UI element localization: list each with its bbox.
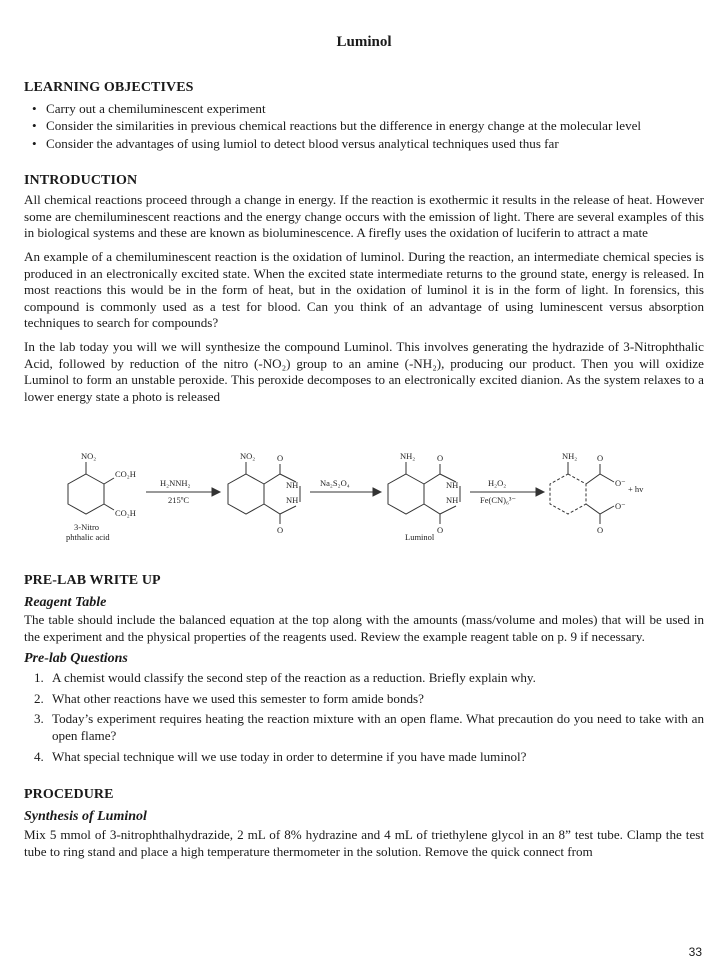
label-nh: NH: [286, 495, 299, 505]
label-reagent: Fe(CN)₆³⁻: [480, 495, 516, 505]
question-number: 4.: [34, 748, 44, 764]
prelab-questions-heading: Pre-lab Questions: [24, 651, 128, 667]
label-nh: NH: [446, 495, 459, 505]
intro-paragraph-3: In the lab today you will we will synthesize the compound Luminol. This involves generating the hydrazide of 3-Nitrophthalic Acid, followed by reduction of the nitro (-NO₂) group to an amine (-NH₂), producing our product. Then you will oxidize Luminol to form an unstable peroxide. This peroxide decomposes to an electronically excited dianion. As the system relaxes to a lower energy state a photo is released: [24, 338, 704, 404]
question-number: 2.: [34, 690, 44, 706]
page-number: 33: [688, 945, 702, 959]
intro-paragraph-1: All chemical reactions proceed through a change in energy. If the reaction is exothermic it results in the release of heat. However some are chemiluminescent reactions and the energy change occurs with the emission of light. There are several examples of this in biological systems and these are known as bioluminescence. A firefly uses the oxidation of luciferin to attract a mate: [24, 192, 704, 241]
label-condition: 215ºC: [168, 495, 190, 505]
list-item: • Consider the similarities in previous chemical reactions but the difference in energy change at the molecular level: [24, 117, 704, 134]
list-item: [24, 749, 704, 766]
benzene-ring-3: [388, 474, 424, 514]
list-item: • Carry out a chemiluminescent experiment: [24, 100, 704, 117]
list-item: [24, 711, 704, 744]
procedure-heading: PROCEDURE: [24, 787, 114, 803]
label-nh: NH: [286, 480, 299, 490]
list-item: [24, 691, 704, 708]
label-reagent: H₂O₂: [488, 478, 507, 488]
label-o-minus: O⁻: [615, 478, 626, 488]
label-no2: NO₂: [240, 452, 256, 461]
question-number: 1.: [34, 670, 44, 686]
label-co2h: CO₂H: [115, 469, 136, 479]
label-o: O: [437, 453, 444, 463]
benzene-ring-2: [228, 474, 264, 514]
label-compound-name: Luminol: [405, 532, 435, 542]
objectives-list: [24, 100, 704, 152]
procedure-text: Mix 5 mmol of 3-nitrophthalhydrazide, 2 mL of 8% hydrazine and 4 mL of triethylene glycol in an 8” test tube. Clamp the test tube to ring stand and place a high temperature thermometer in the solution. Remove the quick connect from: [24, 827, 704, 859]
question-text: What special technique will we use today in order to determine if you have made luminol?: [52, 748, 527, 764]
prelab-heading: PRE-LAB WRITE UP: [24, 573, 161, 588]
label-reagent: Na₂S₂O₄: [320, 478, 350, 488]
label-nh2: NH₂: [562, 452, 578, 461]
benzene-ring-1: [68, 474, 104, 514]
label-co2h: CO₂H: [115, 508, 136, 518]
synthesis-heading: Synthesis of Luminol: [24, 809, 147, 825]
label-nh: NH: [446, 480, 459, 490]
reagent-table-heading: Reagent Table: [24, 595, 107, 610]
label-nh2: NH₂: [400, 452, 416, 461]
reagent-table-text: The table should include the balanced equation at the top along with the amounts (mass/volume and moles) that will be used in the experiment and the physical properties of the reagents used. Review the example reagent table on p. 9 if necessary.: [24, 612, 704, 644]
document-page: [24, 0, 704, 405]
label-plus-hv: + hv: [628, 484, 644, 494]
document-page-lower: [24, 573, 704, 860]
question-text: A chemist would classify the second step of the reaction as a reduction. Briefly explain why.: [52, 670, 536, 686]
label-no2: NO₂: [81, 452, 97, 461]
label-compound-name: 3-Nitro: [74, 522, 100, 532]
introduction-heading: INTRODUCTION: [24, 173, 138, 189]
question-number: 3.: [34, 711, 44, 727]
label-o-minus: O⁻: [615, 501, 626, 511]
benzene-ring-4: [550, 474, 586, 514]
prelab-questions-list: [24, 670, 704, 765]
label-o: O: [597, 525, 604, 535]
list-item: [24, 670, 704, 687]
label-compound-name: phthalic acid: [66, 532, 110, 542]
label-reagent: H₂NNH₂: [160, 478, 191, 488]
list-item: • Consider the advantages of using lumiol to detect blood versus analytical techniques used thus far: [24, 135, 704, 152]
objectives-heading: LEARNING OBJECTIVES: [24, 80, 194, 95]
label-o: O: [277, 453, 284, 463]
label-o: O: [437, 525, 444, 535]
question-text: What other reactions have we used this semester to form amide bonds?: [52, 690, 424, 706]
label-o: O: [277, 525, 284, 535]
page-title: Luminol: [336, 34, 392, 50]
question-text: Today’s experiment requires heating the reaction mixture with an open flame. What precaution do you need to take with an open flame?: [52, 711, 704, 743]
intro-paragraph-2: An example of a chemiluminescent reaction is the oxidation of luminol. During the reaction, an intermediate chemical species is produced in an electronically excited state. When the excited state intermediate returns to the ground state, energy is released. In most reactions this would be in the form of heat, but in the oxidation of luminol it is in the form of light. In forensics, this compound is commonly used as a test for blood. Can you think of an advantage of using luminescent versus absorption techniques to search for compounds?: [24, 249, 704, 331]
reaction-scheme: [48, 452, 688, 548]
label-o: O: [597, 453, 604, 463]
